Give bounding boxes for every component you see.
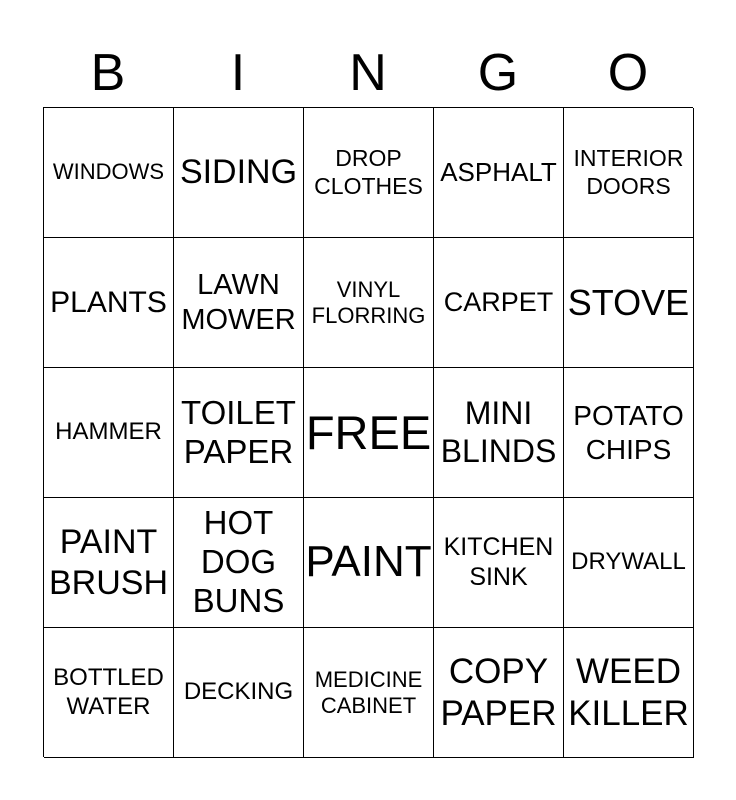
bingo-cell-o1[interactable] [564, 108, 694, 238]
bingo-cell-i5[interactable] [174, 628, 304, 758]
bingo-cell-label: COPY PAPER [440, 652, 557, 733]
bingo-cell-label: CARPET [443, 286, 554, 317]
bingo-cell-o2[interactable] [564, 238, 694, 368]
bingo-cell-label: ASPHALT [440, 157, 557, 188]
bingo-cell-label: WINDOWS [52, 159, 165, 185]
bingo-cell-o3[interactable] [564, 368, 694, 498]
bingo-cell-label: WEED KILLER [568, 652, 689, 733]
bingo-cell-label: MEDICINE CABINET [314, 666, 423, 718]
bingo-cell-label: DECKING [183, 678, 294, 706]
bingo-cell-b4[interactable] [44, 498, 174, 628]
bingo-cell-g4[interactable] [434, 498, 564, 628]
bingo-cell-label: BOTTLED WATER [53, 664, 164, 720]
bingo-cell-g5[interactable] [434, 628, 564, 758]
bingo-cell-b5[interactable] [44, 628, 174, 758]
bingo-cell-label: TOILET PAPER [181, 393, 296, 470]
bingo-cell-o5[interactable] [564, 628, 694, 758]
bingo-cell-label: FREE [305, 405, 432, 459]
bingo-cell-label: KITCHEN SINK [443, 533, 554, 591]
bingo-cell-label: POTATO CHIPS [573, 400, 684, 465]
bingo-cell-label: SIDING [179, 152, 298, 191]
bingo-cell-b1[interactable] [44, 108, 174, 238]
bingo-cell-g1[interactable] [434, 108, 564, 238]
bingo-cell-n2[interactable] [304, 238, 434, 368]
bingo-cell-label: PLANTS [50, 286, 167, 319]
header-letter-o: O [607, 44, 649, 102]
bingo-cell-label: DRYWALL [571, 548, 686, 576]
bingo-cell-n3[interactable] [304, 368, 434, 498]
bingo-cell-b2[interactable] [44, 238, 174, 368]
header-letter-g: G [477, 44, 519, 102]
bingo-cell-i3[interactable] [174, 368, 304, 498]
bingo-cell-label: INTERIOR DOORS [573, 145, 684, 199]
bingo-cell-label: STOVE [567, 281, 690, 323]
bingo-cell-n5[interactable] [304, 628, 434, 758]
bingo-cell-o4[interactable] [564, 498, 694, 628]
bingo-cell-n4[interactable] [304, 498, 434, 628]
bingo-cell-b3[interactable] [44, 368, 174, 498]
header-letter-b: B [90, 44, 126, 102]
bingo-card [43, 107, 693, 757]
bingo-cell-label: HOT DOG BUNS [192, 504, 285, 619]
header-letter-n: N [349, 44, 387, 102]
bingo-cell-label: HAMMER [55, 418, 162, 446]
bingo-cell-label: PAINT [305, 537, 432, 587]
bingo-cell-label: PAINT BRUSH [48, 523, 169, 602]
bingo-cell-i1[interactable] [174, 108, 304, 238]
bingo-cell-label: VINYL FLORRING [311, 276, 426, 328]
header-letter-i: I [230, 44, 246, 102]
bingo-cell-n1[interactable] [304, 108, 434, 238]
bingo-header [43, 42, 693, 104]
bingo-cell-g3[interactable] [434, 368, 564, 498]
bingo-cell-label: LAWN MOWER [181, 269, 296, 336]
bingo-cell-i4[interactable] [174, 498, 304, 628]
bingo-cell-g2[interactable] [434, 238, 564, 368]
bingo-cell-label: DROP CLOTHES [314, 145, 423, 199]
bingo-cell-i2[interactable] [174, 238, 304, 368]
bingo-cell-label: MINI BLINDS [440, 394, 557, 469]
